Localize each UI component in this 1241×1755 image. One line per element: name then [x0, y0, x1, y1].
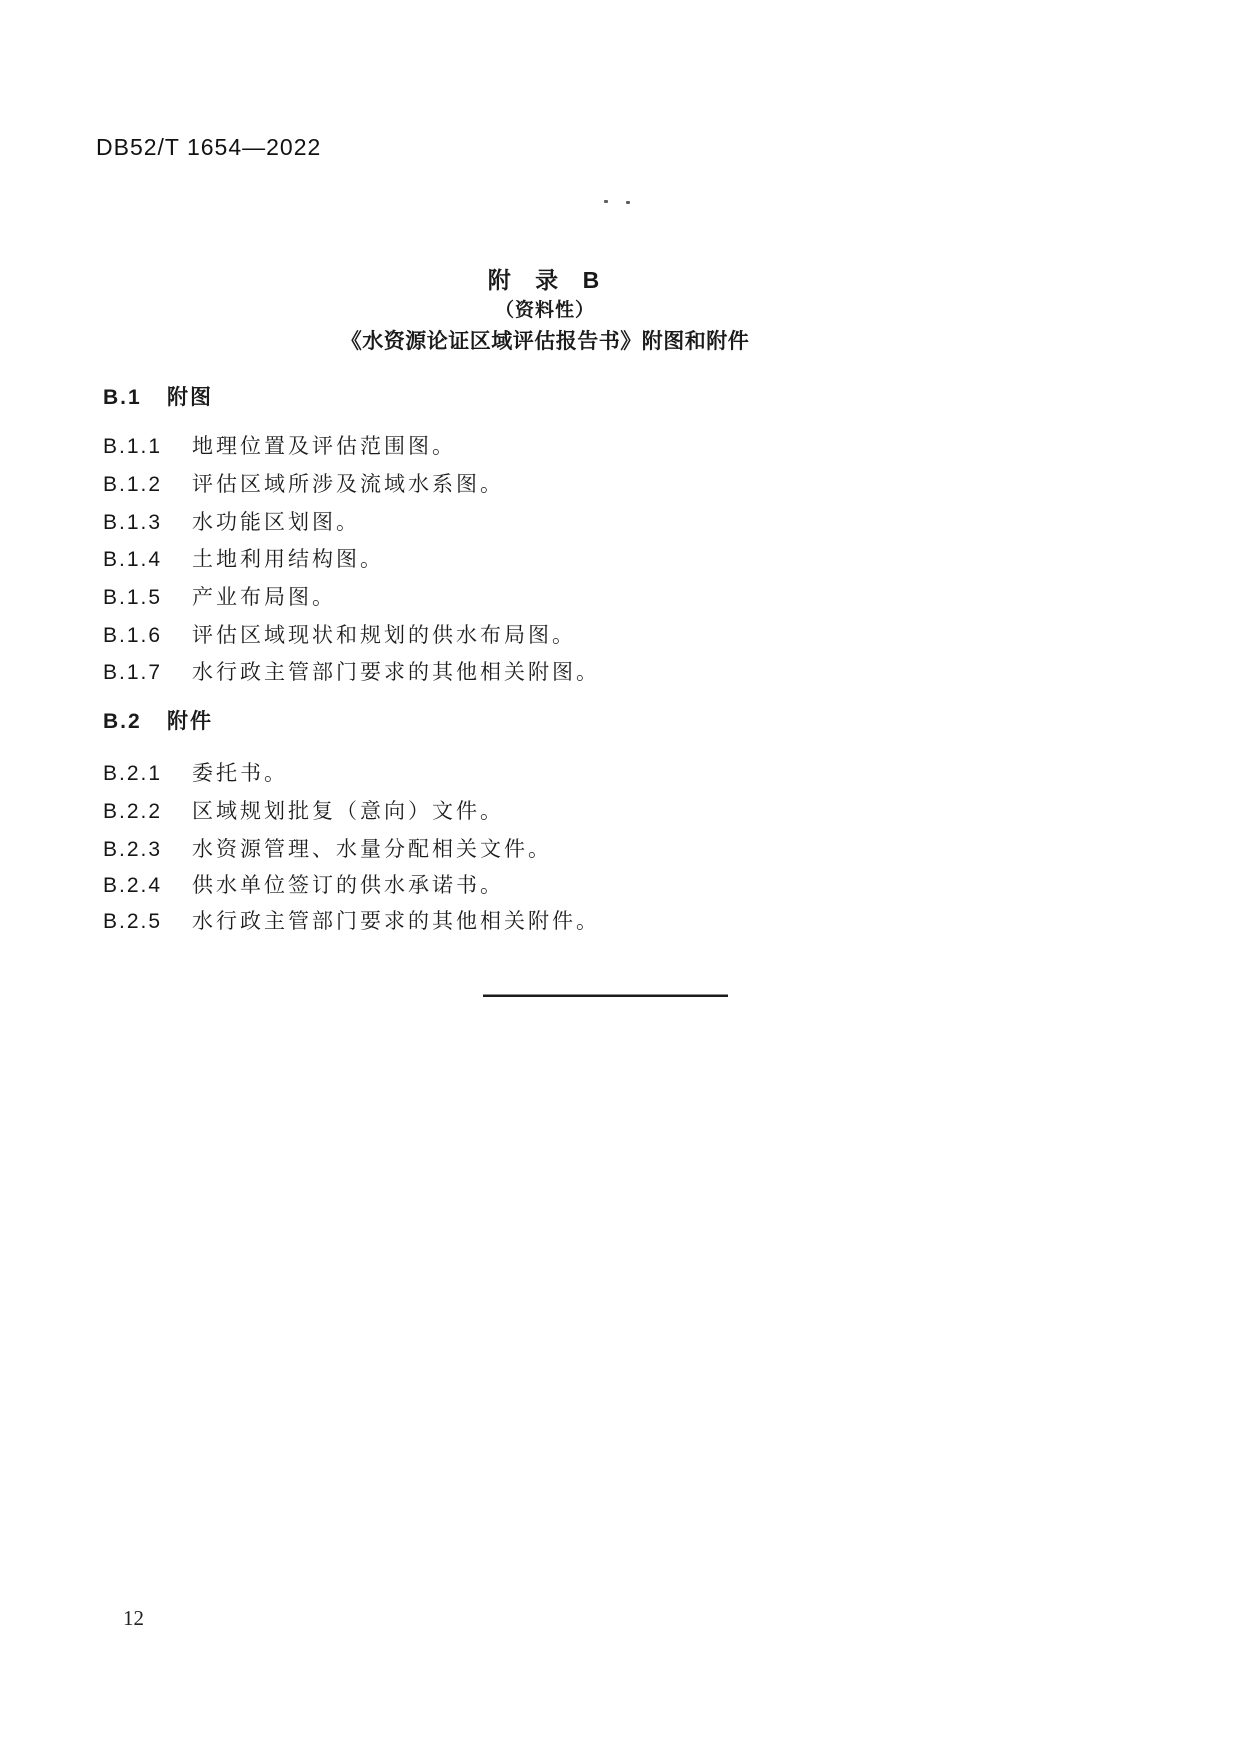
item-number: B.2.4	[103, 874, 163, 897]
item-number: B.1.5	[103, 586, 163, 609]
item-text: 产业布局图。	[192, 585, 336, 609]
item-text: 水功能区划图。	[192, 510, 360, 534]
list-item	[103, 869, 504, 899]
item-text: 评估区域所涉及流域水系图。	[192, 472, 504, 496]
item-number: B.1.6	[103, 624, 163, 647]
list-item	[103, 905, 600, 935]
section-title: 附图	[167, 386, 213, 409]
item-text: 评估区域现状和规划的供水布局图。	[192, 623, 576, 647]
item-number: B.2.3	[103, 838, 163, 861]
appendix-subtitle: （资料性）	[494, 300, 595, 321]
item-number: B.2.5	[103, 910, 163, 933]
list-item	[103, 656, 600, 686]
list-item	[103, 468, 504, 498]
page-number: 12	[123, 1606, 144, 1630]
item-number: B.1.1	[103, 435, 163, 458]
item-number: B.2.2	[103, 800, 163, 823]
item-text: 水行政主管部门要求的其他相关附件。	[192, 909, 600, 933]
item-text: 区域规划批复（意向）文件。	[192, 799, 504, 823]
item-text: 供水单位签订的供水承诺书。	[192, 873, 504, 897]
item-text: 水行政主管部门要求的其他相关附图。	[192, 660, 600, 684]
list-item	[103, 757, 288, 787]
item-number: B.2.1	[103, 762, 163, 785]
item-number: B.1.3	[103, 511, 163, 534]
list-item	[103, 430, 456, 460]
item-number: B.1.4	[103, 548, 163, 571]
appendix-heading: 《水资源论证区域评估报告书》附图和附件	[340, 330, 750, 353]
item-text: 地理位置及评估范围图。	[192, 434, 456, 458]
list-item	[103, 506, 360, 536]
item-text: 水资源管理、水量分配相关文件。	[192, 837, 552, 861]
scan-artifact-dot	[604, 200, 608, 203]
section-number: B.2	[103, 710, 142, 733]
item-text: 委托书。	[192, 761, 288, 785]
section-number: B.1	[103, 386, 142, 409]
end-of-text-divider	[483, 994, 728, 997]
item-number: B.1.7	[103, 661, 163, 684]
list-item	[103, 543, 384, 573]
standard-number: DB52/T 1654—2022	[96, 134, 322, 160]
list-item	[103, 833, 552, 863]
list-item	[103, 619, 576, 649]
section-heading-b2	[103, 705, 213, 735]
list-item	[103, 581, 336, 611]
list-item	[103, 795, 504, 825]
section-heading-b1	[103, 381, 213, 411]
appendix-title: 附 录 B	[487, 267, 603, 293]
section-title: 附件	[167, 710, 213, 733]
scan-artifact-dot	[626, 201, 630, 204]
item-number: B.1.2	[103, 473, 163, 496]
item-text: 土地利用结构图。	[192, 547, 384, 571]
